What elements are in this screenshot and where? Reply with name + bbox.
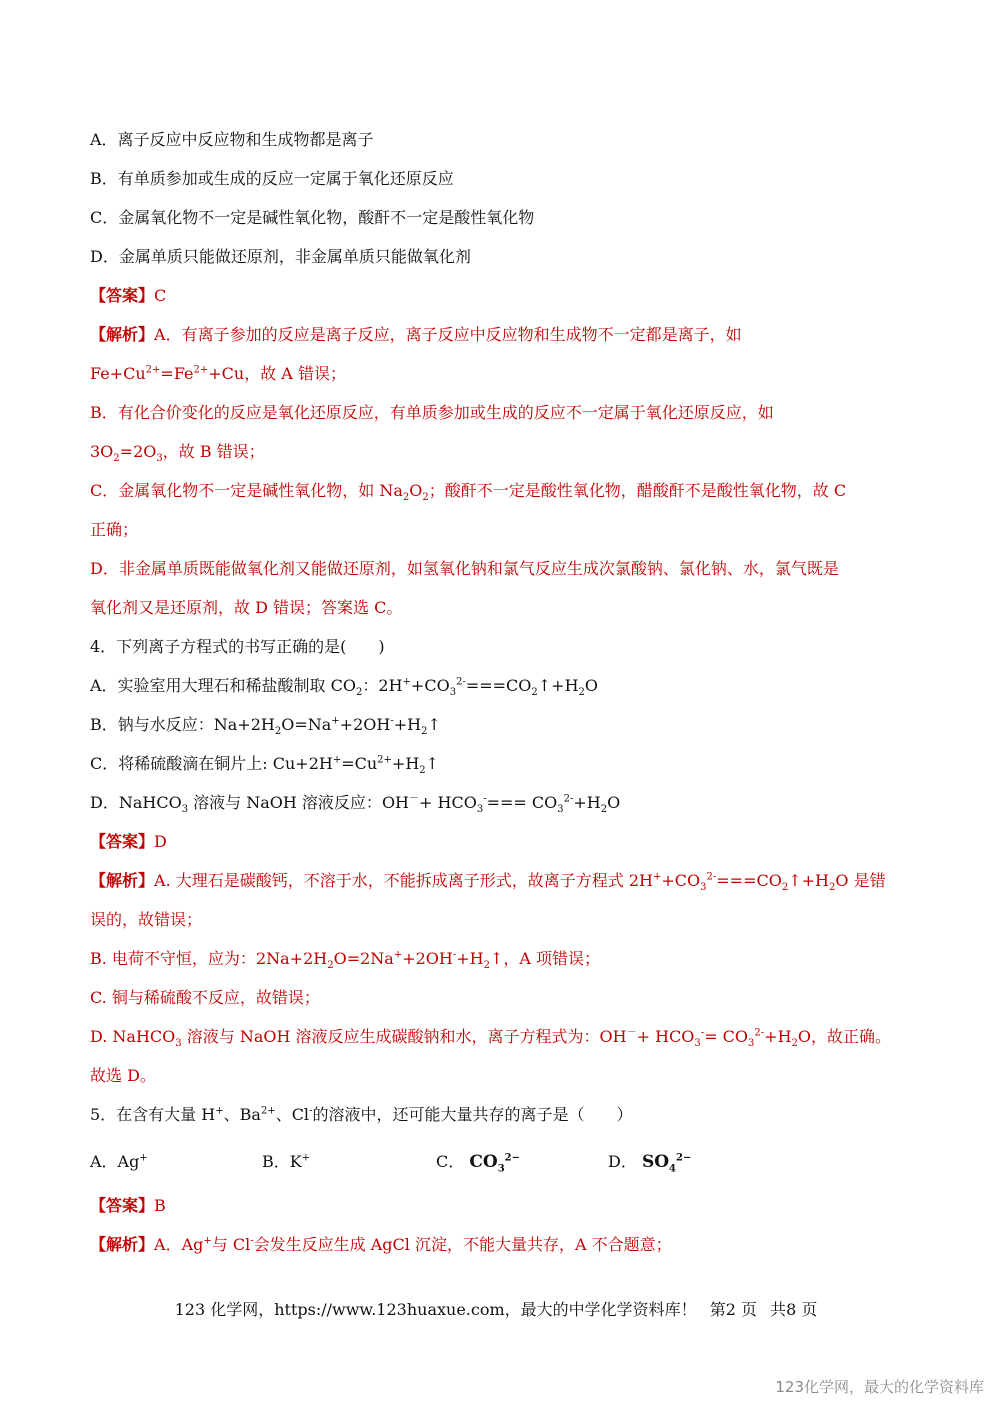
analysis-text: 溶液与 NaOH 溶液反应生成碳酸钠和水，离子方程式为：	[181, 1027, 600, 1046]
q3-analysis-d2: 氧化剂又是还原剂，故 D 错误；答案选 C。	[90, 598, 403, 617]
q4-analysis-c1: C. 铜与稀硫酸不反应，故错误；	[90, 988, 320, 1007]
analysis-text: 是错	[848, 871, 886, 890]
option-text: 溶液与 NaOH 溶液反应：	[188, 793, 382, 812]
q3-option-d: D．金属单质只能做还原剂，非金属单质只能做氧化剂	[90, 247, 471, 266]
q3-option-a: A．离子反应中反应物和生成物都是离子	[90, 130, 374, 149]
q3-answer	[90, 284, 932, 308]
stem-text: 5．在含有大量 H	[90, 1105, 216, 1124]
q3-analysis-b2	[90, 440, 932, 464]
answer-tag: 【答案】	[90, 1196, 155, 1215]
q3-analysis-c1	[90, 479, 932, 503]
q3-analysis-d1: D．非金属单质既能做氧化剂又能做还原剂，如氢氧化钠和氯气反应生成次氯酸钠、氯化钠、水，氯气既是	[90, 559, 839, 578]
q3-option-b: B．有单质参加或生成的反应一定属于氧化还原反应	[90, 169, 454, 188]
q4-analysis-d2: 故选 D。	[90, 1066, 156, 1085]
option-text: A．实验室用大理石和稀盐酸制取 CO	[90, 676, 357, 695]
watermark: 123化学网，最大的化学资料库	[775, 1378, 984, 1396]
answer-tag: 【答案】	[90, 286, 155, 305]
q4-option-c: C．将稀硫酸滴在铜片上: $Cu+2H^+=Cu^{2+}+H_2↑$	[90, 754, 440, 777]
q5-answer	[90, 1194, 932, 1218]
analysis-tag: 【解析】	[90, 325, 155, 344]
footer-site: 123 化学网，https://www.123huaxue.com，最大的中学化学资料库！	[174, 1300, 697, 1319]
answer-tag: 【答案】	[90, 832, 155, 851]
analysis-tag: 【解析】	[90, 1235, 155, 1254]
option-text: D．NaHCO	[90, 793, 182, 812]
q5-analysis: 【解析】A．Ag+与 Cl-会发生反应生成 AgCl 沉淀，不能大量共存，A 不合题意；	[90, 1235, 672, 1254]
footer-page: 第2 页	[709, 1300, 758, 1319]
analysis-text: A. 大理石是碳酸钙，不溶于水，不能拆成离子形式，故离子方程式	[154, 871, 629, 890]
q5-stem: 5．在含有大量 H+、$Ba^{2+}$、Cl-的溶液中，还可能大量共存的离子是（ ）	[90, 1105, 633, 1124]
q5-option-c: C． $CO_3^{2-}$	[436, 1152, 520, 1175]
option-text: C．将稀硫酸滴在铜片上:	[90, 754, 273, 773]
formula: $Na_2O_2$	[379, 481, 429, 504]
analysis-text: ，故 A 错误；	[244, 364, 346, 383]
q4-option-a: A．实验室用大理石和稀盐酸制取 $CO_2$：$2H^++CO_3^{2-}===CO_2↑+H_2O$	[90, 676, 599, 699]
q4-analysis-d1: D. NaHCO$_3$ 溶液与 NaOH 溶液反应生成碳酸钠和水，离子方程式为：$OH^-+ HCO_3^-= CO_3^{2-}+H_2O$，故正确。	[90, 1027, 892, 1050]
analysis-text: B. 电荷不守恒，应为：	[90, 949, 256, 968]
analysis-text: A．有离子参加的反应是离子反应，离子反应中反应物和生成物不一定都是离子，如	[154, 325, 742, 344]
q4-stem: 4．下列离子方程式的书写正确的是( )	[90, 637, 385, 656]
page-footer	[0, 1297, 992, 1320]
q3-analysis-c2: 正确；	[90, 520, 139, 539]
q3-analysis-a1	[90, 323, 932, 347]
q5-option-a: A．Ag+	[90, 1152, 148, 1171]
analysis-text: ，A 项错误；	[503, 949, 601, 968]
q4-option-d: D．NaHCO$_3$ 溶液与 NaOH 溶液反应：$OH^-+ HCO_3^-=== CO_3^{2-}+H_2O$	[90, 793, 621, 816]
analysis-text: D. NaHCO	[90, 1027, 176, 1046]
analysis-text: ，故正确。	[811, 1027, 892, 1046]
q4-option-b: B．钠与水反应：$Na+2H_2O=Na^++2OH^-+H_2↑$	[90, 715, 441, 738]
q5-option-b: B．K+	[262, 1152, 311, 1171]
answer-value: D	[154, 832, 167, 851]
equation: $Fe+Cu^{2+}=Fe^{2+}+Cu$	[90, 364, 245, 383]
q4-answer	[90, 830, 932, 854]
footer-total: 共8 页	[770, 1300, 818, 1319]
stem-text: 、Cl	[275, 1105, 310, 1124]
answer-value: B	[154, 1196, 166, 1215]
answer-value: C	[154, 286, 167, 305]
analysis-tag: 【解析】	[90, 871, 155, 890]
q4-analysis-b1: B. 电荷不守恒，应为：$2Na+2H_2O=2Na^++2OH^-+H_2↑$，A 项错误；	[90, 949, 601, 972]
analysis-text: C．金属氧化物不一定是碱性氧化物，如	[90, 481, 380, 500]
q3-option-c: C．金属氧化物不一定是碱性氧化物，酸酐不一定是酸性氧化物	[90, 208, 535, 227]
analysis-text: ；酸酐不一定是酸性氧化物，醋酸酐不是酸性氧化物，故 C	[428, 481, 847, 500]
stem-text: 、Ba	[223, 1105, 261, 1124]
q5-options	[90, 1150, 932, 1174]
equation: $3O_2=2O_3$	[90, 442, 163, 465]
stem-text: 的溶液中，还可能大量共存的离子是（ ）	[312, 1105, 633, 1124]
analysis-text: ，故 B 错误；	[162, 442, 265, 461]
q5-option-d: D． $SO_4^{2-}$	[608, 1152, 692, 1175]
q3-analysis-b1: B．有化合价变化的反应是氧化还原反应，有单质参加或生成的反应不一定属于氧化还原反应，如	[90, 403, 774, 422]
option-text: B．钠与水反应：	[90, 715, 214, 734]
q4-analysis-a1: 【解析】A. 大理石是碳酸钙，不溶于水，不能拆成离子形式，故离子方程式 $2H^++CO_3^{2-}===CO_2↑+H_2O$ 是错	[90, 871, 886, 894]
q3-analysis-a2	[90, 362, 932, 386]
q4-analysis-a2: 误的，故错误；	[90, 910, 203, 929]
